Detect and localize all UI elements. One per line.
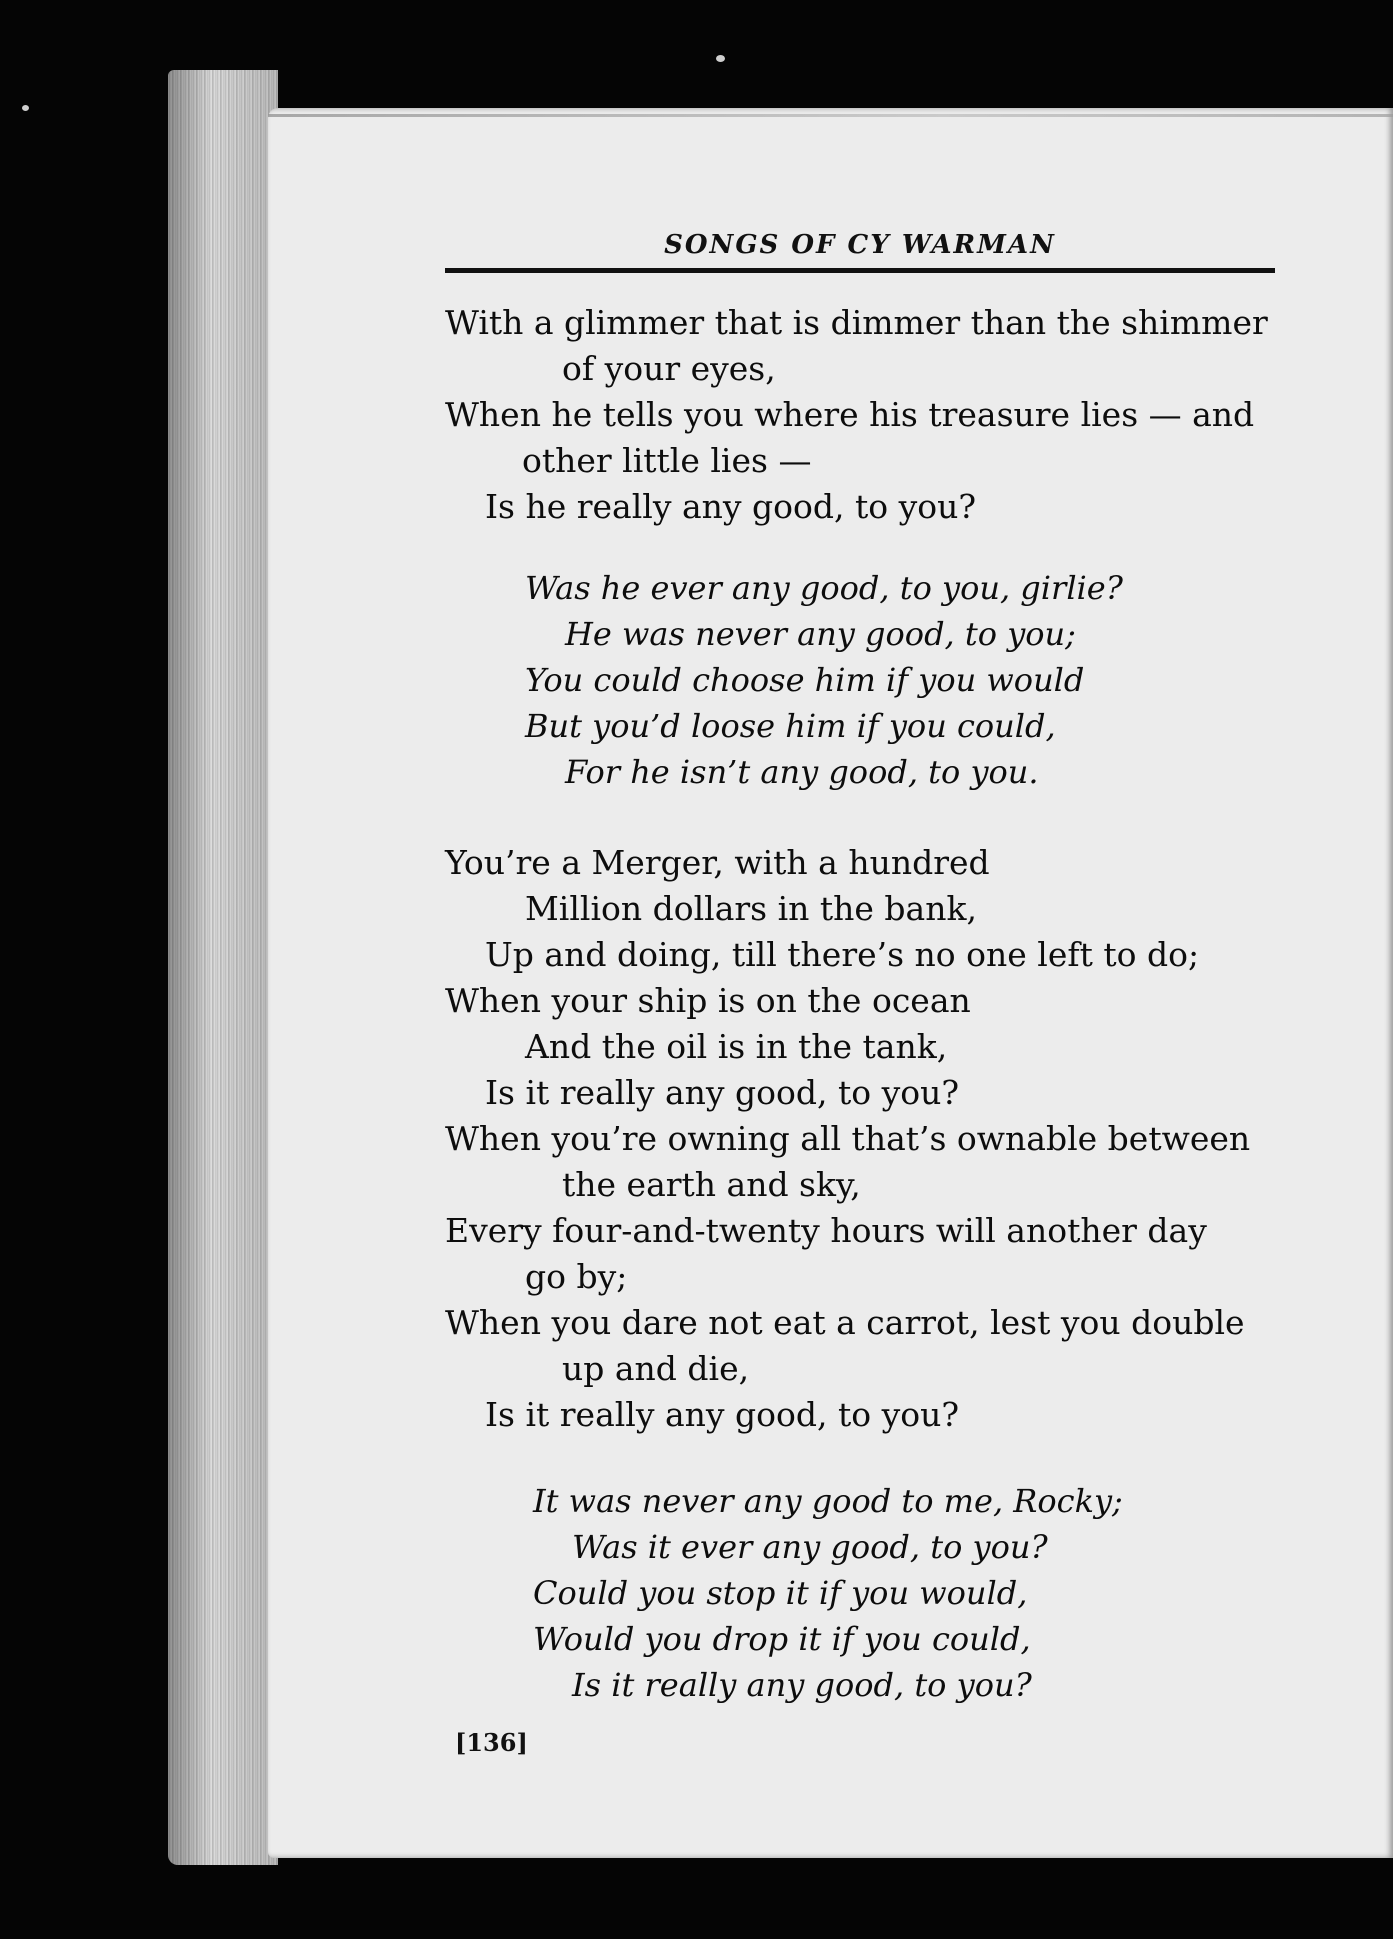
poem-line: With a glimmer that is dimmer than the shimmer bbox=[445, 303, 1268, 342]
dust-speck bbox=[22, 105, 29, 111]
page-top-edge bbox=[268, 114, 1393, 117]
chorus-line: Was it ever any good, to you? bbox=[572, 1528, 1048, 1566]
poem-line: And the oil is in the tank, bbox=[525, 1027, 948, 1066]
chorus-line: But you’d loose him if you could, bbox=[525, 707, 1056, 745]
chorus-line: Would you drop it if you could, bbox=[533, 1620, 1031, 1658]
poem-line: Is he really any good, to you? bbox=[485, 487, 977, 526]
poem-line: When you’re owning all that’s ownable between bbox=[445, 1119, 1251, 1158]
stanza-gap bbox=[445, 1438, 1345, 1478]
poem-body bbox=[445, 300, 1345, 1708]
poem-line: Is it really any good, to you? bbox=[485, 1073, 960, 1112]
poem-line: the earth and sky, bbox=[562, 1165, 861, 1204]
stanza-gap bbox=[445, 795, 1345, 840]
chorus-line: He was never any good, to you; bbox=[565, 615, 1076, 653]
chorus-line: It was never any good to me, Rocky; bbox=[533, 1482, 1123, 1520]
header-rule bbox=[445, 268, 1275, 273]
chorus-line: You could choose him if you would bbox=[525, 661, 1085, 699]
poem-line: When he tells you where his treasure lies — and bbox=[445, 395, 1255, 434]
dust-speck bbox=[716, 55, 725, 62]
poem-line: When you dare not eat a carrot, lest you double bbox=[445, 1303, 1245, 1342]
poem-line: other little lies — bbox=[522, 441, 812, 480]
poem-line: go by; bbox=[525, 1257, 628, 1296]
chorus-line: For he isn’t any good, to you. bbox=[565, 753, 1039, 791]
poem-line: When your ship is on the ocean bbox=[445, 981, 971, 1020]
poem-line: up and die, bbox=[562, 1349, 750, 1388]
poem-line: Up and doing, till there’s no one left to do; bbox=[485, 935, 1200, 974]
chorus-line: Was he ever any good, to you, girlie? bbox=[525, 569, 1123, 607]
page-number: [136] bbox=[455, 1728, 528, 1757]
poem-line: You’re a Merger, with a hundred bbox=[445, 843, 990, 882]
poem-line: Million dollars in the bank, bbox=[525, 889, 977, 928]
stanza-gap bbox=[445, 530, 1345, 565]
poem-line: of your eyes, bbox=[562, 349, 776, 388]
poem-line: Every four-and-twenty hours will another day bbox=[445, 1211, 1207, 1250]
running-title: SONGS OF CY WARMAN bbox=[664, 230, 1056, 260]
poem-line: Is it really any good, to you? bbox=[485, 1395, 960, 1434]
book-page-edges-shadow bbox=[168, 70, 278, 1865]
chorus-line: Could you stop it if you would, bbox=[533, 1574, 1028, 1612]
chorus-line: Is it really any good, to you? bbox=[572, 1666, 1032, 1704]
